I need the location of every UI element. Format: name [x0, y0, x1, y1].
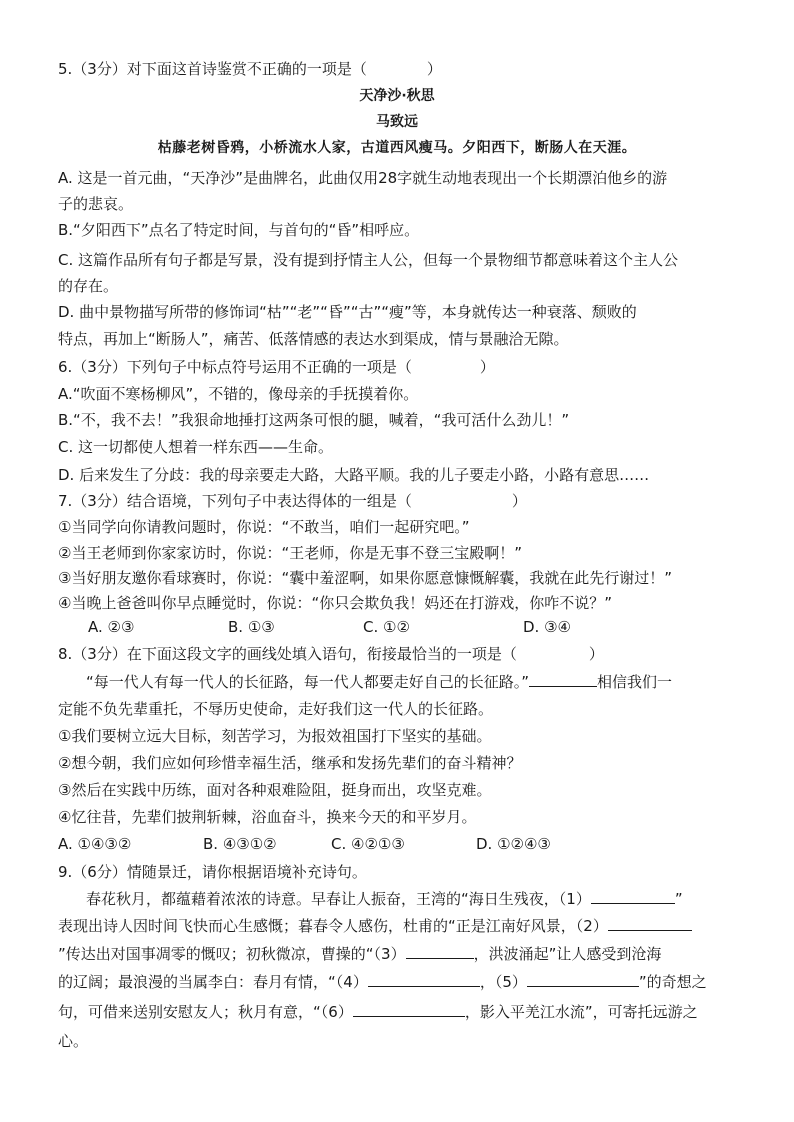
q6-stem: [58, 357, 748, 377]
q8-stem-text: 8.（3分）在下面这段文字的画线处填入语句，衔接最恰当的一项是（: [58, 645, 517, 663]
q7-stem-text: 7.（3分）结合语境，下列句子中表达得体的一组是（: [58, 492, 412, 510]
q9-text-3a: ”传达出对国事凋零的慨叹；初秋微凉，曹操的“（3）: [58, 945, 406, 963]
q5-option-a-line1: A. 这是一首元曲，“天净沙”是曲牌名，此曲仅用28字就生动地表现出一个长期漂泊他乡的游: [58, 169, 668, 187]
q7-sentence-4: ④当晚上爸爸叫你早点睡觉时，你说：“你只会欺负我！妈还在打游戏，你咋不说？”: [58, 594, 612, 612]
q7-option-a: A. ②③: [88, 618, 135, 636]
q9-passage-line5: [58, 1002, 748, 1022]
q7-sentence-3: ③当好朋友邀你看球赛时，你说：“囊中羞涩啊，如果你愿意慷慨解囊，我就在此先行谢过！”: [58, 569, 672, 587]
q5-stem-end: ）: [426, 60, 442, 78]
q9-text-4b: ，（5）: [479, 973, 527, 991]
q8-option-b: B. ④③①②: [203, 835, 277, 853]
q9-text-1b: ”: [674, 890, 683, 908]
q8-passage-line1: [86, 672, 748, 692]
q9-text-1a: 春花秋月，都蕴藉着浓浓的诗意。早春让人振奋，王湾的“海日生残夜，（1）: [86, 890, 591, 908]
q5-option-d-line1: D. 曲中景物描写所带的修饰词“枯”“老”“昏”“古”“瘦”等，本身就传达一种衰落、颓败的: [58, 303, 637, 321]
poem-title: 天净沙·秋思: [359, 88, 435, 104]
q5-option-c-line2: 的存在。: [58, 277, 119, 295]
q5-option-d-line2: 特点，再加上“断肠人”，痛苦、低落情感的表达水到渠成，情与景融洽无隙。: [58, 330, 569, 348]
q8-passage-quote: “每一代人有每一代人的长征路，每一代人都要走好自己的长征路。”: [86, 673, 530, 691]
q8-option-c: C. ④②①③: [331, 835, 405, 853]
q5-option-a-line2: 子的悲哀。: [58, 195, 134, 213]
q8-stem: [58, 644, 748, 664]
q9-blank-1[interactable]: [591, 889, 675, 904]
q6-option-a: A.“吹面不寒杨柳风”，不错的，像母亲的手抚摸着你。: [58, 385, 419, 403]
q9-blank-4[interactable]: [368, 972, 480, 987]
q9-blank-2[interactable]: [608, 916, 692, 931]
q5-option-c-line1: C. 这篇作品所有句子都是写景，没有提到抒情主人公，但每一个景物细节都意味着这个主人公: [58, 251, 679, 269]
q8-sentence-2: ②想今朝，我们应如何珍惜幸福生活，继承和发扬先辈们的奋斗精神？: [58, 754, 522, 772]
q5-stem: [58, 59, 748, 79]
q9-blank-5[interactable]: [527, 972, 639, 987]
q9-text-2a: 表现出诗人因时间飞快而心生感慨；暮春令人感伤，杜甫的“正是江南好风景，（2）: [58, 917, 608, 935]
q8-passage-continue: 相信我们一: [597, 673, 673, 691]
q6-option-d: D. 后来发生了分歧：我的母亲要走大路，大路平顺。我的儿子要走小路，小路有意思……: [58, 466, 650, 484]
q9-text-5b: ，影入平羌江水流”，可寄托远游之: [464, 1003, 698, 1021]
q8-options: [58, 834, 748, 854]
q7-option-c: C. ①②: [363, 618, 410, 636]
q9-text-4c: ”的奇想之: [638, 973, 707, 991]
q7-sentence-2: ②当王老师到你家家访时，你说：“王老师，你是无事不登三宝殿啊！”: [58, 544, 522, 562]
q5-stem-text: 5.（3分）对下面这首诗鉴赏不正确的一项是（: [58, 60, 367, 78]
q7-sentence-1: ①当同学向你请教问题时，你说：“不敢当，咱们一起研究吧。”: [58, 518, 470, 536]
q9-passage-line3: [58, 944, 748, 964]
q9-passage-line6: 心。: [58, 1032, 89, 1050]
q6-stem-end: ）: [479, 358, 495, 376]
q9-passage-line1: [86, 889, 748, 909]
q8-sentence-1: ①我们要树立远大目标，刻苦学习，为报效祖国打下坚实的基础。: [58, 727, 492, 745]
poem-author: 马致远: [376, 114, 418, 130]
q9-blank-3[interactable]: [406, 944, 474, 959]
q7-stem: [58, 491, 748, 511]
q8-option-d: D. ①②④③: [476, 835, 551, 853]
poem-body: 枯藤老树昏鸦，小桥流水人家，古道西风瘦马。夕阳西下，断肠人在天涯。: [157, 140, 637, 156]
q9-text-5a: 句，可借来送别安慰友人；秋月有意，“（6）: [58, 1003, 353, 1021]
q7-stem-end: ）: [511, 492, 527, 510]
q9-stem: 9.（6分）情随景迁，请你根据语境补充诗句。: [58, 863, 367, 881]
q6-option-b: B.“不，我不去！”我狠命地捶打这两条可恨的腿，喊着，“我可活什么劲儿！”: [58, 411, 570, 429]
q6-stem-text: 6.（3分）下列句子中标点符号运用不正确的一项是（: [58, 358, 412, 376]
q9-text-3b: ，洪波涌起”让人感受到沧海: [473, 945, 662, 963]
q8-passage-line2: 定能不负先辈重托，不辱历史使命，走好我们这一代人的长征路。: [58, 700, 494, 718]
q7-options: [88, 617, 778, 637]
q8-sentence-4: ④忆往昔，先辈们披荆斩棘，浴血奋斗，换来今天的和平岁月。: [58, 808, 477, 826]
q9-blank-6[interactable]: [353, 1002, 465, 1017]
q5-option-b: B.“夕阳西下”点名了特定时间，与首句的“昏”相呼应。: [58, 221, 420, 239]
q8-stem-end: ）: [588, 645, 604, 663]
q6-option-c: C. 这一切都使人想着一样东西——生命。: [58, 438, 334, 456]
q9-passage-line4: [58, 972, 748, 992]
q7-option-b: B. ①③: [228, 618, 275, 636]
q9-passage-line2: [58, 916, 748, 936]
q9-text-4a: 的辽阔；最浪漫的当属李白：春月有情，“（4）: [58, 973, 368, 991]
q8-option-a: A. ①④③②: [58, 835, 132, 853]
q8-sentence-3: ③然后在实践中历练，面对各种艰难险阻，挺身而出，攻坚克难。: [58, 781, 492, 799]
q8-fill-blank[interactable]: [529, 672, 597, 687]
q7-option-d: D. ③④: [523, 618, 571, 636]
